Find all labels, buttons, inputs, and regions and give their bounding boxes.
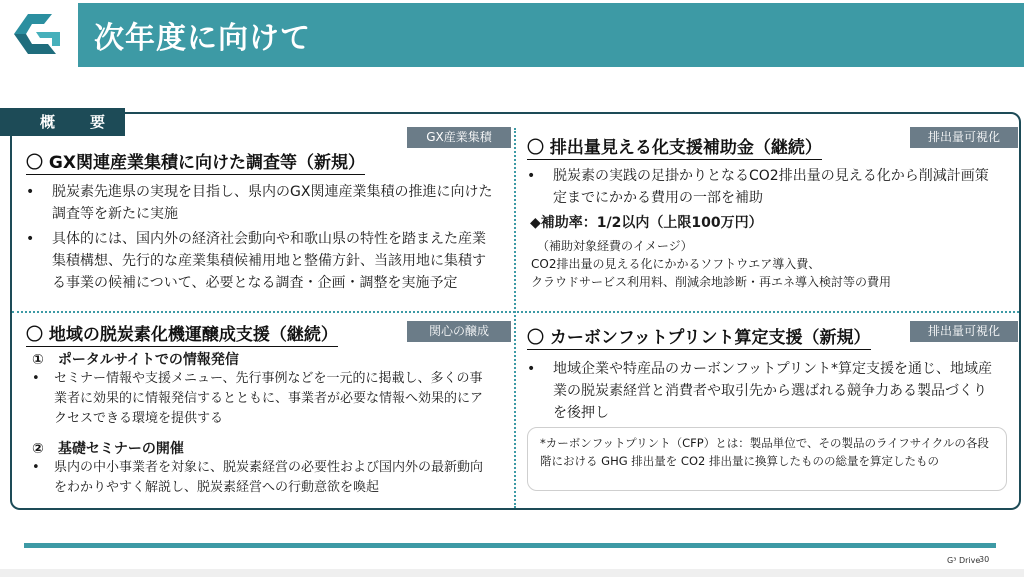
section-tag: GX産業集積	[407, 127, 511, 148]
expense-text: クラウドサービス利用料、削減余地診断・再エネ導入検討等の費用	[531, 275, 892, 289]
section-title: 〇 排出量見える化支援補助金（継続）	[527, 138, 822, 158]
section-tag: 排出量可視化	[910, 321, 1018, 342]
section-tag: 関心の醸成	[407, 321, 511, 342]
subsidy-rate: ◆補助率：1/2以内（上限100万円）	[530, 215, 763, 231]
list-item: • 県内の中小事業者を対象に、脱炭素経営の必要性および国内外の最新動向をわかりやすく解説し、脱炭素経営への行動意欲を喚起	[32, 460, 484, 495]
list-item: • 地域企業や特産品のカーボンフットプリント*算定支援を通じ、地域産業の脱炭素経営と消費者や取引先から選ばれる競争力ある製品づくりを後押し	[527, 361, 993, 421]
section-title: 〇 GX関連産業集積に向けた調査等（新規）	[26, 153, 365, 173]
horizontal-divider	[12, 311, 1019, 313]
section-title: 〇 カーボンフットプリント算定支援（新規）	[527, 328, 871, 348]
page-title: 次年度に向けて	[94, 21, 311, 56]
list-item: • 脱炭素先進県の実現を目指し、県内のGX関連産業集積の推進に向けた調査等を新たに実施	[26, 184, 493, 222]
list-item: • 具体的には、国内外の経済社会動向や和歌山県の特性を踏まえた産業集積構想、先行的な産業集積候補用地と整備方針、当該用地に集積する事業の候補について、必要となる調査・企画・調整を実施予定	[26, 231, 486, 291]
list-item: • セミナー情報や支援メニュー、先行事例などを一元的に掲載し、多くの事業者に効果的に情報発信するとともに、事業者が必要な情報へ効果的にアクセスできる環境を提供する	[32, 371, 484, 426]
cfp-note: *カーボンフットプリント（CFP）とは：製品単位で、その製品のライフサイクルの各段階における GHG 排出量を CO2 排出量に換算したものの総量を算定したもの	[527, 427, 1007, 491]
vertical-divider	[514, 128, 516, 508]
subheading: ① ポータルサイトでの情報発信	[32, 352, 239, 368]
bottom-strip	[0, 569, 1024, 577]
section-tag: 排出量可視化	[910, 127, 1018, 148]
expense-text: CO2排出量の見える化にかかるソフトウエア導入費、	[531, 257, 821, 271]
overview-tab: 概 要	[0, 108, 125, 136]
footer-brand: G³ Drive	[947, 556, 981, 565]
page-number: 30	[979, 555, 990, 564]
header	[0, 0, 1024, 68]
footer-bar	[24, 543, 996, 548]
logo-icon	[6, 6, 68, 64]
section-title: 〇 地域の脱炭素化機運醸成支援（継続）	[26, 325, 338, 345]
list-item: • 脱炭素の実践の足掛かりとなるCO2排出量の見える化から削減計画策定までにかかる費用の一部を補助	[527, 168, 989, 206]
subheading: ② 基礎セミナーの開催	[32, 441, 184, 457]
title-bar	[78, 3, 1024, 67]
expense-label: （補助対象経費のイメージ）	[537, 239, 693, 253]
